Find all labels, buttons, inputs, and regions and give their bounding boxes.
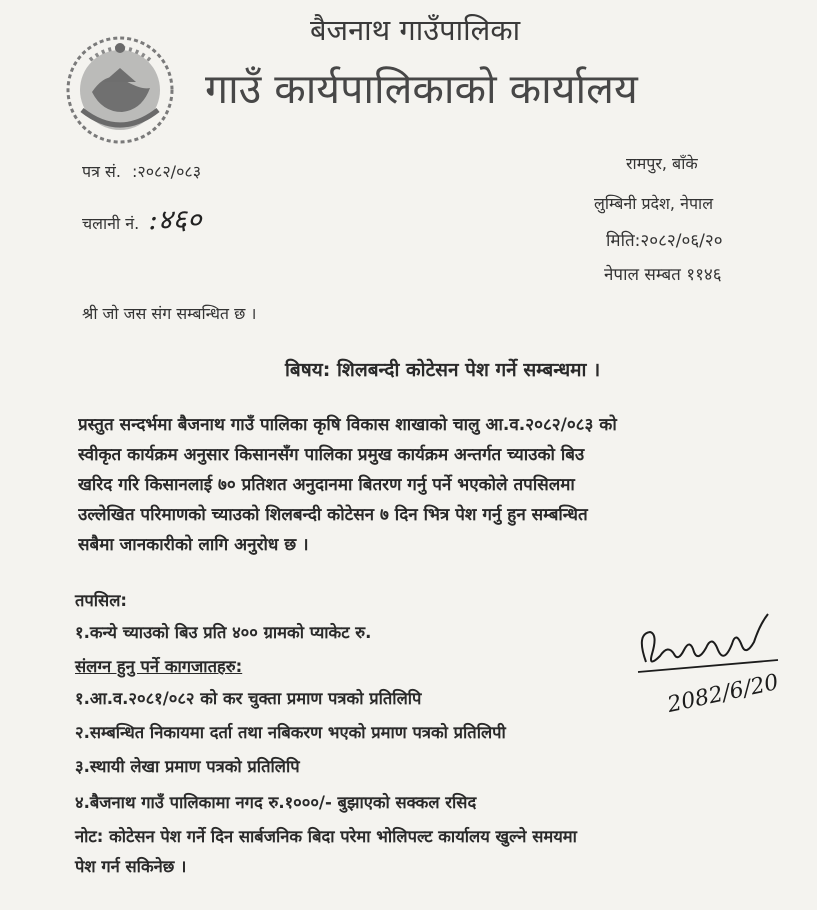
- municipality-name: बैजनाथ गाउँपालिका: [310, 13, 521, 47]
- reference-label: पत्र सं.: [82, 162, 121, 181]
- reference-number: [82, 160, 201, 182]
- nepal-emblem-icon: [62, 30, 178, 146]
- body-line: सबैमा जानकारीको लागि अनुरोध छ ।: [78, 535, 309, 555]
- body-line: स्वीकृत कार्यक्रम अनुसार किसानसँग पालिका प्रमुख कार्यक्रम अन्तर्गत च्याउको बिउ: [78, 445, 585, 465]
- reference-value: :२०८२/०८३: [132, 162, 202, 181]
- address-line-2: लुम्बिनी प्रदेश, नेपाल: [594, 194, 714, 213]
- document-item: ४.बैजनाथ गाउँ पालिकामा नगद रु.१०००/- बुझाएको सक्कल रसिद: [75, 793, 477, 812]
- document-item: ३.स्थायी लेखा प्रमाण पत्रको प्रतिलिपि: [75, 757, 300, 776]
- body-line: खरिद गरि किसानलाई ७० प्रतिशत अनुदानमा बितरण गर्नु पर्ने भएकोले तपसिलमा: [78, 475, 575, 495]
- tapasil-label: तपसिल:: [75, 591, 127, 610]
- body-line: प्रस्तुत सन्दर्भमा बैजनाथ गाउँ पालिका कृषि विकास शाखाको चालु आ.व.२०८२/०८३ को: [78, 415, 617, 435]
- recipient: श्री जो जस संग सम्बन्धित छ ।: [82, 304, 257, 323]
- subject-line: बिषय: शिलबन्दी कोटेसन पेश गर्ने सम्बन्धमा ।: [285, 359, 601, 381]
- handwritten-signature: [628, 604, 788, 719]
- letter-date: मिति:२०८२/०६/२०: [606, 231, 723, 251]
- dispatch-value: :४६०: [148, 203, 202, 236]
- note-line: नोट: कोटेसन पेश गर्ने दिन सार्बजनिक बिदा परेमा भोलिपल्ट कार्यालय खुल्ने समयमा: [75, 827, 577, 846]
- body-paragraph: [78, 410, 790, 560]
- dispatch-number: [82, 200, 201, 238]
- tapasil-item: १.कन्ये च्याउको बिउ प्रति ४०० ग्रामको प्याकेट रु.: [75, 623, 372, 642]
- nepal-sambat: नेपाल सम्बत ११४६: [604, 265, 722, 285]
- address-line-1: रामपुर, बाँके: [626, 154, 698, 173]
- body-line: उल्लेखित परिमाणको च्याउको शिलबन्दी कोटेसन ७ दिन भित्र पेश गर्नु हुन सम्बन्धित: [78, 505, 588, 525]
- office-name: गाउँ कार्यपालिकाको कार्यालय: [205, 65, 638, 113]
- note-line: पेश गर्न सकिनेछ ।: [75, 857, 187, 876]
- documents-heading: संलग्न हुनु पर्ने कागजातहरु:: [75, 657, 243, 676]
- document-item: २.सम्बन्धित निकायमा दर्ता तथा नबिकरण भएको प्रमाण पत्रको प्रतिलिपी: [75, 723, 506, 742]
- dispatch-label: चलानी नं.: [82, 214, 140, 233]
- document-item: १.आ.व.२०८१/०८२ को कर चुक्ता प्रमाण पत्रको प्रतिलिपि: [75, 689, 422, 708]
- signature-date: 2082/6/20: [665, 670, 781, 718]
